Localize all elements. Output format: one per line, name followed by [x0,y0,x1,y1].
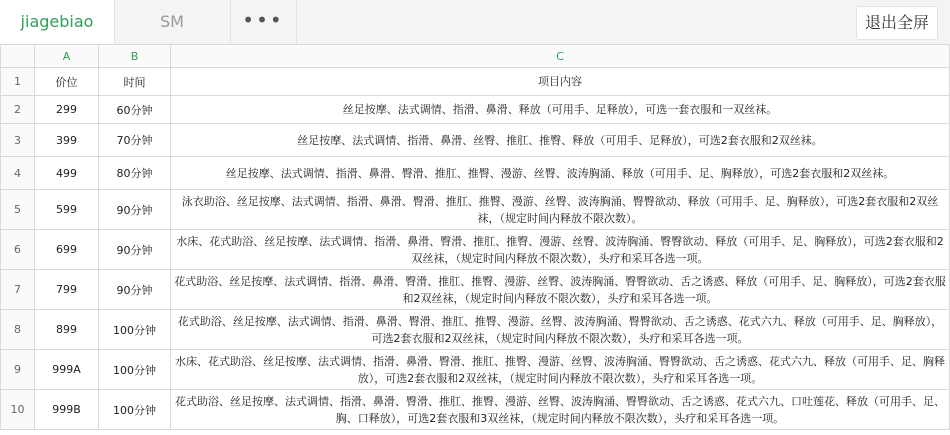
row-number[interactable]: 1 [1,68,35,96]
table-row [1,350,950,390]
content-cell[interactable]: 丝足按摩、法式调情、指滑、鼻滑、臀滑、推肛、推臀、漫游、丝臀、波涛胸涌、释放（可用手、足、胸释放），可选2套衣服和2双丝袜。 [171,157,950,190]
row-number[interactable]: 9 [1,350,35,390]
exit-fullscreen-button[interactable]: 退出全屏 [856,6,938,40]
content-cell[interactable]: 水床、花式助浴、丝足按摩、法式调情、指滑、鼻滑、臀滑、推肛、推臀、漫游、丝臀、波涛胸涌、臀臀欲动、舌之诱惑、花式六九、释放（可用手、足、胸释放），可选2套衣服和2双丝袜，（规定时间内释放不限次数），头疗和采耳各选一项。 [171,350,950,390]
price-cell[interactable]: 599 [35,190,99,230]
content-cell[interactable]: 泳衣助浴、丝足按摩、法式调情、指滑、鼻滑、臀滑、推肛、推臀、漫游、丝臀、波涛胸涌、臀臀欲动、释放（可用手、足、胸释放），可选2套衣服和2双丝袜，（规定时间内释放不限次数）。 [171,190,950,230]
table-row [1,310,950,350]
price-cell[interactable]: 价位 [35,68,99,96]
duration-cell[interactable]: 70分钟 [99,124,171,157]
table-row [1,124,950,157]
top-bar [0,0,950,45]
price-cell[interactable]: 299 [35,96,99,124]
duration-cell[interactable]: 90分钟 [99,190,171,230]
duration-cell[interactable]: 90分钟 [99,270,171,310]
content-cell[interactable]: 丝足按摩、法式调情、指滑、鼻滑、丝臀、推肛、推臀、释放（可用手、足释放），可选2套衣服和2双丝袜。 [171,124,950,157]
price-cell[interactable]: 499 [35,157,99,190]
duration-cell[interactable]: 80分钟 [99,157,171,190]
row-number[interactable]: 3 [1,124,35,157]
price-table [0,44,950,430]
price-cell[interactable]: 399 [35,124,99,157]
row-number[interactable]: 2 [1,96,35,124]
spreadsheet[interactable] [0,44,950,430]
table-row [1,230,950,270]
column-header-b[interactable]: B [99,45,171,68]
tab-sm[interactable]: SM [114,0,231,44]
price-cell[interactable]: 999B [35,390,99,430]
content-cell[interactable]: 丝足按摩、法式调情、指滑、鼻滑、释放（可用手、足释放），可选一套衣服和一双丝袜。 [171,96,950,124]
duration-cell[interactable]: 时间 [99,68,171,96]
duration-cell[interactable]: 90分钟 [99,230,171,270]
tab-jiagebiao[interactable]: jiagebiao [0,0,115,44]
duration-cell[interactable]: 60分钟 [99,96,171,124]
price-cell[interactable]: 999A [35,350,99,390]
row-number[interactable]: 4 [1,157,35,190]
content-cell[interactable]: 花式助浴、丝足按摩、法式调情、指滑、鼻滑、臀滑、推肛、推臀、漫游、丝臀、波涛胸涌、臀臀欲动、舌之诱惑、释放（可用手、足、胸释放），可选2套衣服和2双丝袜，（规定时间内释放不限次数），头疗和采耳各选一项。 [171,270,950,310]
column-header-c[interactable]: C [171,45,950,68]
row-number[interactable]: 10 [1,390,35,430]
more-tabs-button[interactable]: ••• [230,0,297,44]
content-cell[interactable]: 水床、花式助浴、丝足按摩、法式调情、指滑、鼻滑、臀滑、推肛、推臀、漫游、丝臀、波涛胸涌、臀臀欲动、释放（可用手、足、胸释放），可选2套衣服和2双丝袜，（规定时间内释放不限次数），头疗和采耳各选一项。 [171,230,950,270]
column-header-row [1,45,950,68]
table-row [1,270,950,310]
table-row [1,68,950,96]
duration-cell[interactable]: 100分钟 [99,310,171,350]
table-row [1,190,950,230]
content-cell[interactable]: 花式助浴、丝足按摩、法式调情、指滑、鼻滑、臀滑、推肛、推臀、漫游、丝臀、波涛胸涌、臀臀欲动、舌之诱惑、花式六九、口吐莲花、释放（可用手、足、胸、口释放），可选2套衣服和3双丝袜，（规定时间内释放不限次数），头疗和采耳各选一项。 [171,390,950,430]
content-cell[interactable]: 花式助浴、丝足按摩、法式调情、指滑、鼻滑、臀滑、推肛、推臀、漫游、丝臀、波涛胸涌、臀臀欲动、舌之诱惑、花式六九、释放（可用手、足、胸释放），可选2套衣服和2双丝袜，（规定时间内释放不限次数），头疗和采耳各选一项。 [171,310,950,350]
price-cell[interactable]: 799 [35,270,99,310]
table-row [1,96,950,124]
row-number[interactable]: 8 [1,310,35,350]
price-cell[interactable]: 899 [35,310,99,350]
table-row [1,157,950,190]
table-body [1,68,950,430]
row-number[interactable]: 6 [1,230,35,270]
corner-cell[interactable] [1,45,35,68]
row-number[interactable]: 7 [1,270,35,310]
duration-cell[interactable]: 100分钟 [99,390,171,430]
duration-cell[interactable]: 100分钟 [99,350,171,390]
row-number[interactable]: 5 [1,190,35,230]
content-cell[interactable]: 项目内容 [171,68,950,96]
table-row [1,390,950,430]
price-cell[interactable]: 699 [35,230,99,270]
column-header-a[interactable]: A [35,45,99,68]
